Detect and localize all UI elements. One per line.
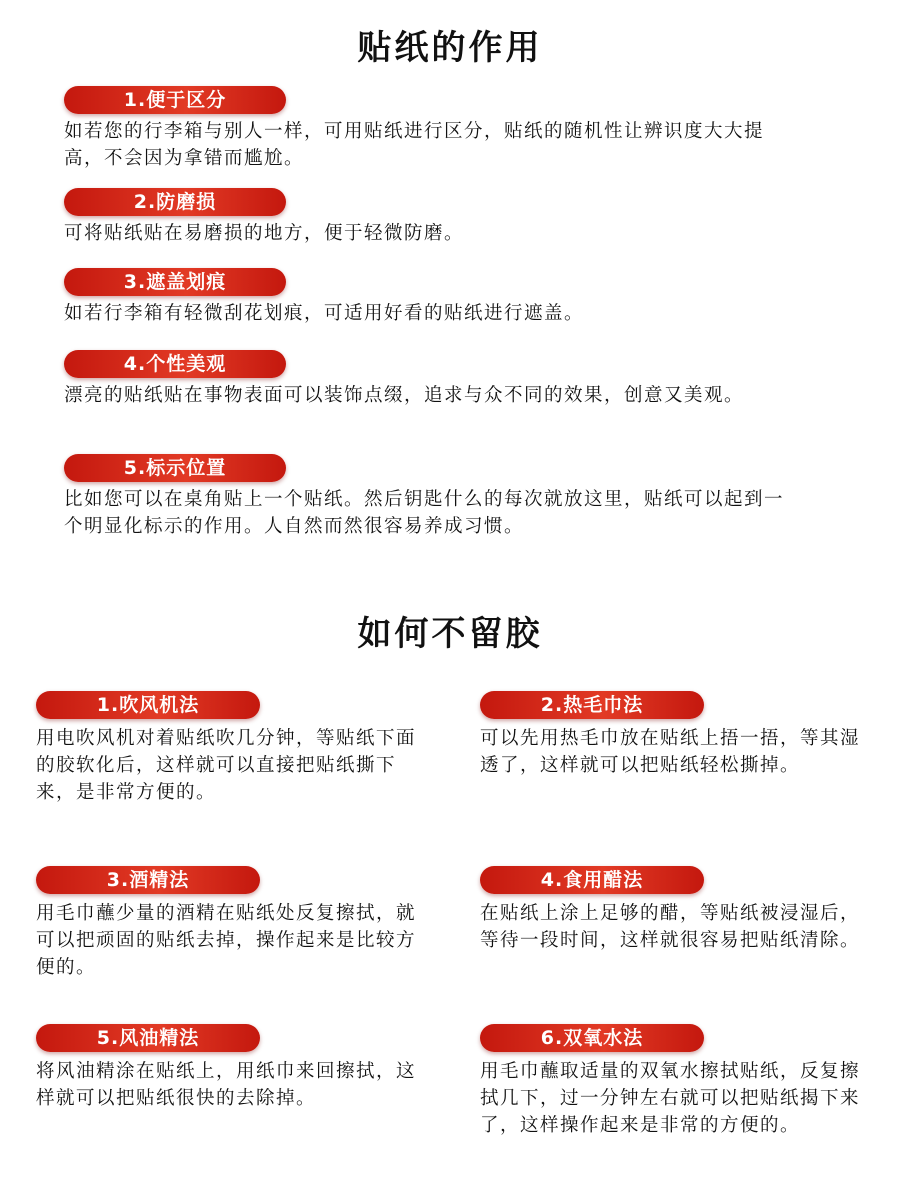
label-pill-distinguish: 1.便于区分 xyxy=(64,86,286,114)
section-title-no-residue: 如何不留胶 xyxy=(357,614,543,654)
paragraph-mark-location: 比如您可以在桌角贴上一个贴纸。然后钥匙什么的每次就放这里，贴纸可以起到一个明显化标示的作用。人自然而然很容易养成习惯。 xyxy=(64,489,785,537)
paragraph-essential-oil: 将风油精涂在贴纸上，用纸巾来回擦拭，这样就可以把贴纸很快的去除掉。 xyxy=(36,1061,417,1109)
paragraph-personalized: 漂亮的贴纸贴在事物表面可以装饰点缀，追求与众不同的效果，创意又美观。 xyxy=(64,385,745,406)
label-pill-hair-dryer: 1.吹风机法 xyxy=(36,691,260,719)
label-pill-personalized: 4.个性美观 xyxy=(64,350,286,378)
section-title-sticker-uses: 贴纸的作用 xyxy=(357,28,543,68)
paragraph-hydrogen-peroxide: 用毛巾蘸取适量的双氧水擦拭贴纸，反复擦拭几下，过一分钟左右就可以把贴纸揭下来了，这样操作起来是非常的方便的。 xyxy=(480,1061,861,1136)
label-pill-hot-towel: 2.热毛巾法 xyxy=(480,691,704,719)
label-pill-mark-location: 5.标示位置 xyxy=(64,454,286,482)
paragraph-anti-wear: 可将贴纸贴在易磨损的地方，便于轻微防磨。 xyxy=(64,223,465,244)
label-pill-anti-wear: 2.防磨损 xyxy=(64,188,286,216)
label-pill-cover-scratches: 3.遮盖划痕 xyxy=(64,268,286,296)
paragraph-hot-towel: 可以先用热毛巾放在贴纸上捂一捂，等其湿透了，这样就可以把贴纸轻松撕掉。 xyxy=(480,728,861,776)
label-pill-essential-oil: 5.风油精法 xyxy=(36,1024,260,1052)
paragraph-distinguish: 如若您的行李箱与别人一样，可用贴纸进行区分，贴纸的随机性让辨识度大大提高，不会因为拿错而尴尬。 xyxy=(64,121,765,169)
paragraph-hair-dryer: 用电吹风机对着贴纸吹几分钟，等贴纸下面的胶软化后，这样就可以直接把贴纸撕下来，是非常方便的。 xyxy=(36,728,417,803)
paragraph-vinegar: 在贴纸上涂上足够的醋，等贴纸被浸湿后，等待一段时间，这样就很容易把贴纸清除。 xyxy=(480,903,861,951)
paragraph-cover-scratches: 如若行李箱有轻微刮花划痕，可适用好看的贴纸进行遮盖。 xyxy=(64,303,585,324)
paragraph-alcohol: 用毛巾蘸少量的酒精在贴纸处反复擦拭，就可以把顽固的贴纸去掉，操作起来是比较方便的。 xyxy=(36,903,417,978)
label-pill-hydrogen-peroxide: 6.双氧水法 xyxy=(480,1024,704,1052)
label-pill-vinegar: 4.食用醋法 xyxy=(480,866,704,894)
label-pill-alcohol: 3.酒精法 xyxy=(36,866,260,894)
